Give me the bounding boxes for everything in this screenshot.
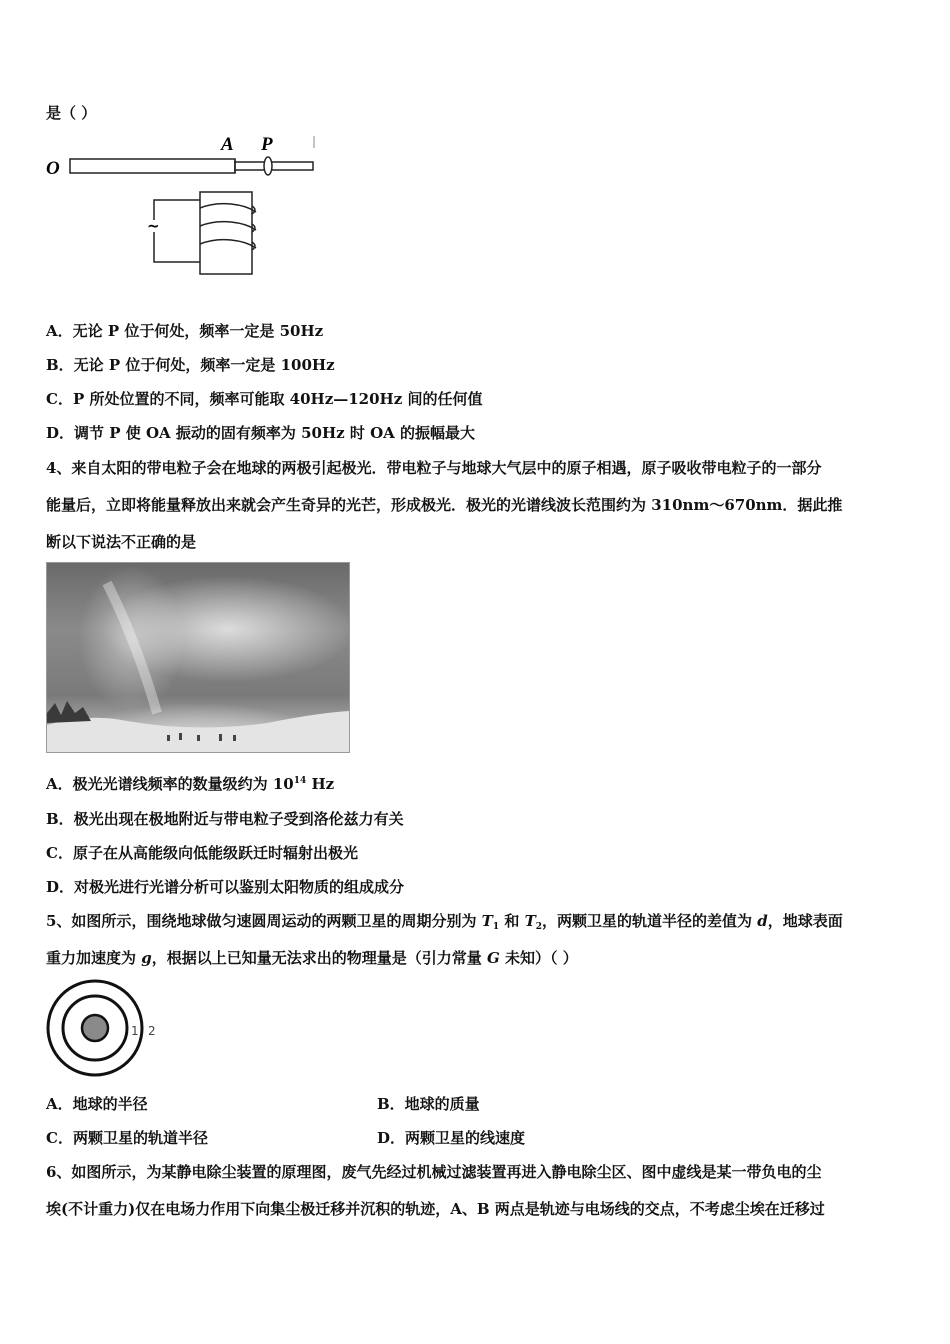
q3-option-a: A．无论 P 位于何处，频率一定是 50Hz xyxy=(46,322,324,340)
ac-source-label: ~ xyxy=(147,217,160,235)
slider-p xyxy=(264,157,272,175)
earth xyxy=(82,1015,108,1041)
q5-option-d: D．两颗卫星的线速度 xyxy=(377,1129,526,1147)
q4-option-a: A．极光光谱线频率的数量级约为 $10^{14}$ Hz xyxy=(46,775,335,793)
rod-left xyxy=(70,159,235,173)
orbit-label-1: 1 xyxy=(131,1024,139,1038)
label-o: O xyxy=(46,158,60,179)
q4-stem-line3: 断以下说法不正确的是 xyxy=(46,533,197,551)
q5-option-b: B．地球的质量 xyxy=(377,1095,480,1113)
q5-stem-line2: 重力加速度为 g，根据以上已知量无法求出的物理量是（引力常量 G 未知）（ ） xyxy=(46,949,578,967)
q4-option-d: D．对极光进行光谱分析可以鉴别太阳物质的组成成分 xyxy=(46,878,405,896)
q4-option-c: C．原子在从高能级向低能级跃迁时辐射出极光 xyxy=(46,844,358,862)
q6-stem-line2: 埃(不计重力)仅在电场力作用下向集尘极迁移并沉积的轨迹，A、B 两点是轨迹与电场线的交点，不考虑尘埃在迁移过 xyxy=(46,1200,825,1218)
q3-option-b: B．无论 P 位于何处，频率一定是 100Hz xyxy=(46,356,335,374)
orbit-figure xyxy=(44,978,164,1078)
rod-right xyxy=(235,162,313,170)
orbit-label-2: 2 xyxy=(148,1024,156,1038)
q6-stem-line1: 6、如图所示，为某静电除尘装置的原理图，废气先经过机械过滤装置再进入静电除尘区、图中虚线是某一带负电的尘 xyxy=(46,1163,822,1181)
q3-option-c: C．P 所处位置的不同，频率可能取 40Hz—120Hz 间的任何值 xyxy=(46,390,483,408)
label-a: A xyxy=(221,134,234,155)
q5-option-c: C．两颗卫星的轨道半径 xyxy=(46,1129,208,1147)
q4-stem-line2: 能量后，立即将能量释放出来就会产生奇异的光芒，形成极光．极光的光谱线波长范围约为 310nm～670nm．据此推 xyxy=(46,496,843,514)
aurora-photo xyxy=(46,562,350,753)
q4-option-b: B．极光出现在极地附近与带电粒子受到洛伦兹力有关 xyxy=(46,810,404,828)
q5-stem-line1: 5、如图所示，围绕地球做匀速圆周运动的两颗卫星的周期分别为 $T_1$ 和 $T_2$，两颗卫星的轨道半径的差值为 d，地球表面 xyxy=(46,912,843,932)
q5-option-a: A．地球的半径 xyxy=(46,1095,148,1113)
q4-stem-line1: 4、来自太阳的带电粒子会在地球的两极引起极光．带电粒子与地球大气层中的原子相遇，原子吸收带电粒子的一部分 xyxy=(46,459,822,477)
q3-stem-tail: 是（ ） xyxy=(46,104,97,122)
q3-option-d: D．调节 P 使 OA 振动的固有频率为 50Hz 时 OA 的振幅最大 xyxy=(46,424,476,442)
rod-coil-figure xyxy=(44,130,334,280)
label-p: P xyxy=(261,134,273,155)
